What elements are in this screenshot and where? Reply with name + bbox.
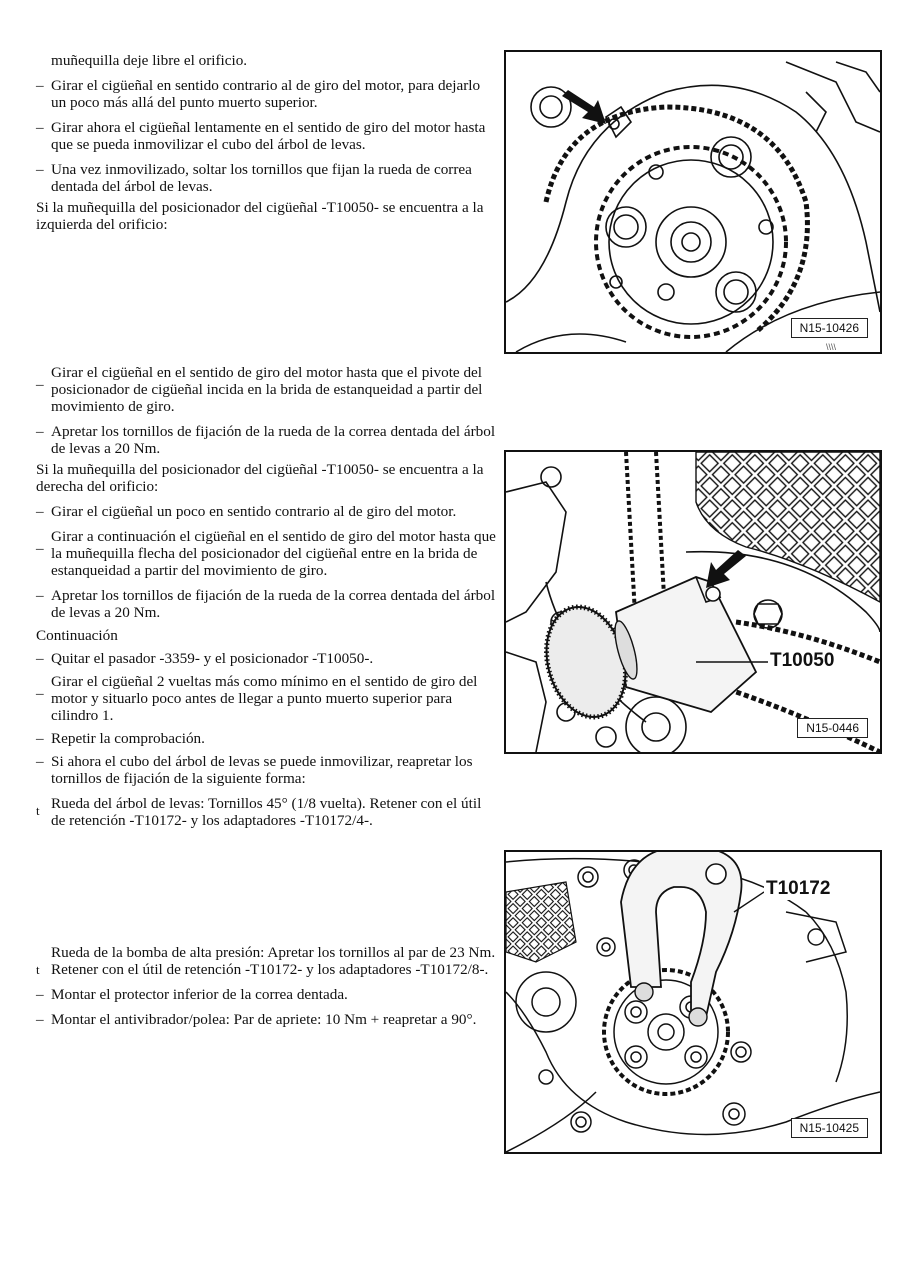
sub-marker: t (36, 962, 40, 977)
step-item: – Montar el antivibrador/polea: Par de apriete: 10 Nm + reapretar a 90°. (36, 1011, 477, 1028)
sub-item: t Rueda de la bomba de alta presión: Apretar los tornillos al par de 23 Nm. Retener con el útil de retención -T10172- y los adaptadores -T10172/8-. (36, 944, 496, 978)
dash-marker: – (36, 503, 44, 520)
dash-marker: – (36, 986, 44, 1003)
figure-retaining-tool (504, 850, 882, 1154)
figure-crankshaft-positioner (504, 450, 882, 754)
dash-marker: – (36, 161, 44, 178)
step-item: – Quitar el pasador -3359- y el posicionador -T10050-. (36, 650, 374, 667)
step-item: – Apretar los tornillos de fijación de la rueda de la correa dentada del árbol de levas a 20 Nm. (36, 423, 496, 457)
dash-marker: – (36, 423, 44, 440)
condition-right: Si la muñequilla del posicionador del cigüeñal -T10050- se encuentra a la derecha del orificio: (36, 461, 484, 495)
dash-marker: – (36, 77, 44, 94)
step-item: _ Girar el cigüeñal 2 vueltas más como mínimo en el sentido de giro del motor y situarlo poco antes de llegar a punto muerto superior para cilindro 1. (36, 673, 478, 724)
step-item: – Girar el cigüeñal en sentido contrario al de giro del motor, para dejarlo un poco más allá del punto muerto superior. (36, 77, 481, 111)
figure-2-label: N15-0446 (797, 718, 868, 738)
sub-item: t Rueda del árbol de levas: Tornillos 45° (1/8 vuelta). Retener con el útil de retención -T10172- y los adaptadores -T10172/4-. (36, 795, 482, 829)
figure-1-label: N15-10426 (791, 318, 868, 338)
text-block-3 (36, 944, 498, 1028)
step-item: – Si ahora el cubo del árbol de levas se puede inmovilizar, reapretar los tornillos de fijación de la siguiente forma: (36, 753, 473, 787)
underscore-marker: _ (36, 535, 44, 552)
step-item: – Una vez inmovilizado, soltar los tornillos que fijan la rueda de correa dentada del árbol de levas. (36, 161, 472, 195)
step-item: _ Girar a continuación el cigüeñal en el sentido de giro del motor hasta que la muñequilla flecha del posicionador del cigüeñal entre en la brida de estanqueidad a partir del movimiento de giro. (36, 528, 496, 579)
dash-marker: – (36, 730, 44, 747)
continuation-heading: Continuación (36, 627, 118, 644)
step-item: – Apretar los tornillos de fijación de la rueda de la correa dentada del árbol de levas a 20 Nm. (36, 587, 496, 621)
dash-marker: – (36, 650, 44, 667)
text-block-1 (36, 52, 498, 233)
continuation-line: muñequilla deje libre el orificio. (51, 52, 248, 69)
crankshaft-positioner-drawing (506, 452, 880, 752)
dash-marker: – (36, 587, 44, 604)
underscore-marker: _ (36, 680, 44, 697)
underscore-marker: _ (36, 371, 44, 388)
step-item: – Girar el cigüeñal un poco en sentido contrario al de giro del motor. (36, 503, 457, 520)
condition-left: Si la muñequilla del posicionador del cigüeñal -T10050- se encuentra a la izquierda del orificio: (36, 199, 484, 233)
dash-marker: – (36, 1011, 44, 1028)
figure-3-label: N15-10425 (791, 1118, 868, 1138)
figure-camshaft-sprocket (504, 50, 882, 354)
dash-marker: – (36, 119, 44, 136)
sub-marker: t (36, 803, 40, 818)
text-block-2 (36, 364, 498, 829)
camshaft-sprocket-drawing (506, 52, 880, 352)
tool-label-t10172: T10172 (766, 878, 831, 899)
step-item: – Girar ahora el cigüeñal lentamente en el sentido de giro del motor hasta que se pueda inmovilizar el cubo del árbol de levas. (36, 119, 486, 153)
dash-marker: – (36, 753, 44, 770)
step-item: – Repetir la comprobación. (36, 730, 205, 747)
step-item: _ Girar el cigüeñal en el sentido de giro del motor hasta que el pivote del posicionador de cigüeñal incida en la brida de estanqueidad a partir del movimiento de giro. (36, 364, 483, 415)
step-item: – Montar el protector inferior de la correa dentada. (36, 986, 348, 1003)
figure-1-scale-marks: \\\\ (825, 342, 836, 352)
tool-label-t10050: T10050 (770, 650, 835, 671)
